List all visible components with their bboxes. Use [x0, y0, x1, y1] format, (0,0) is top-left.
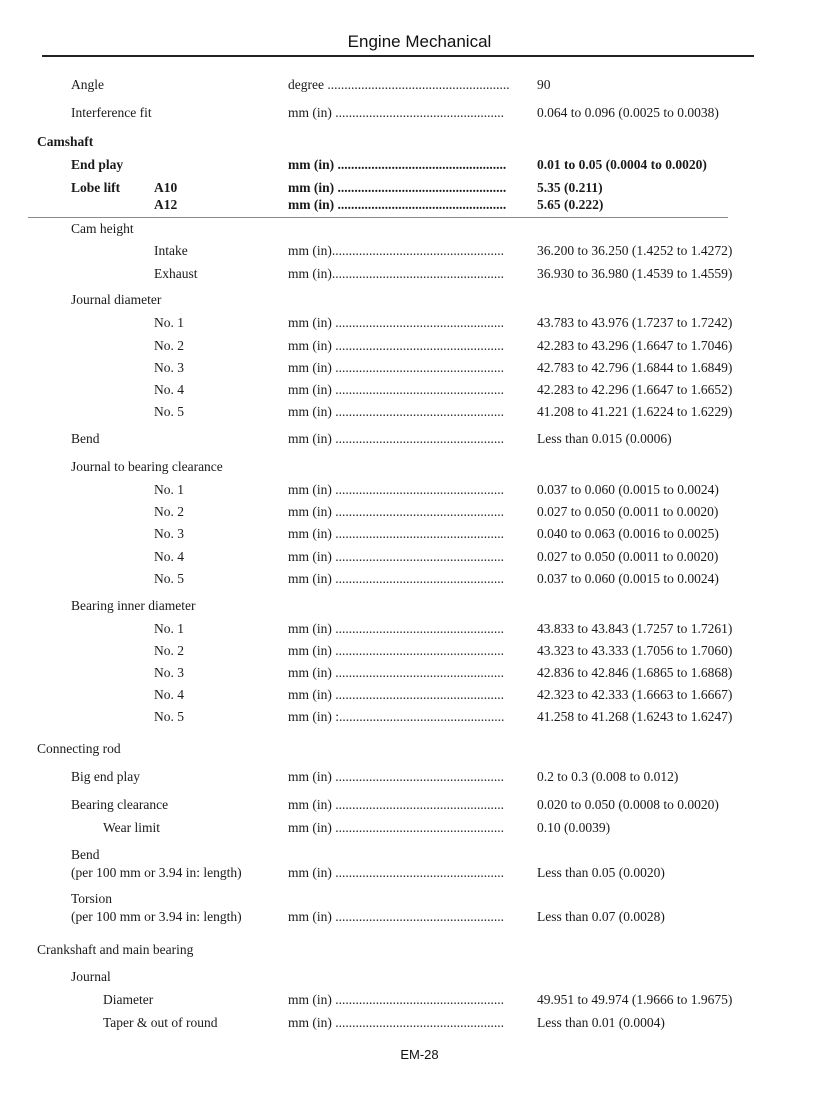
spec-row [0, 548, 839, 566]
spec-row [0, 381, 839, 399]
spec-label: No. 4 [154, 687, 184, 702]
spec-label: Exhaust [154, 266, 198, 281]
spec-row [0, 597, 839, 615]
spec-label: Taper & out of round [103, 1015, 218, 1030]
spec-sublabel: A10 [154, 180, 178, 195]
spec-unit: mm (in) .................................................. [288, 621, 504, 636]
spec-label: Bearing clearance [71, 797, 169, 812]
page-title: Engine Mechanical [347, 32, 492, 51]
spec-row [0, 740, 839, 758]
spec-label: Wear limit [103, 820, 161, 835]
spec-row [0, 991, 839, 1009]
spec-unit: mm (in) .................................................. [288, 197, 507, 212]
spec-value: Less than 0.01 (0.0004) [537, 1015, 665, 1030]
spec-row [0, 968, 839, 986]
spec-label: No. 2 [154, 643, 184, 658]
spec-label: No. 4 [154, 549, 184, 564]
spec-row [0, 265, 839, 283]
spec-row [0, 430, 839, 448]
spec-label: No. 3 [154, 665, 184, 680]
section-heading: Camshaft [37, 134, 94, 149]
spec-row [0, 196, 839, 214]
spec-value: 5.65 (0.222) [537, 197, 604, 212]
section-heading: Journal to bearing clearance [71, 459, 223, 474]
spec-label: Angle [71, 77, 104, 92]
spec-value: 43.323 to 43.333 (1.7056 to 1.7060) [537, 643, 733, 658]
spec-value: 42.323 to 42.333 (1.6663 to 1.6667) [537, 687, 733, 702]
spec-unit: degree ...................................................... [288, 77, 510, 92]
spec-row [0, 314, 839, 332]
spec-label: No. 5 [154, 571, 184, 586]
spec-row [0, 819, 839, 837]
spec-unit: mm (in) .................................................. [288, 315, 504, 330]
spec-value: 43.783 to 43.976 (1.7237 to 1.7242) [537, 315, 733, 330]
spec-unit: mm (in) .................................................. [288, 431, 504, 446]
spec-unit: mm (in)................................................... [288, 266, 504, 281]
spec-value: 36.200 to 36.250 (1.4252 to 1.4272) [537, 243, 733, 258]
page-number: EM-28 [400, 1047, 439, 1062]
spec-row [0, 908, 839, 926]
spec-label: No. 2 [154, 504, 184, 519]
spec-label: No. 1 [154, 621, 184, 636]
section-heading: Bearing inner diameter [71, 598, 196, 613]
spec-row [0, 864, 839, 882]
spec-value: 0.2 to 0.3 (0.008 to 0.012) [537, 769, 679, 784]
spec-unit: mm (in) .................................................. [288, 549, 504, 564]
spec-unit: mm (in) .................................................. [288, 504, 504, 519]
spec-label: No. 5 [154, 709, 184, 724]
header-divider [42, 55, 754, 57]
spec-unit: mm (in) .................................................. [288, 105, 504, 120]
spec-label: No. 1 [154, 482, 184, 497]
spec-row [0, 337, 839, 355]
spec-row [0, 481, 839, 499]
spec-row [0, 359, 839, 377]
spec-row [0, 846, 839, 864]
spec-value: 0.064 to 0.096 (0.0025 to 0.0038) [537, 105, 719, 120]
spec-unit: mm (in) .................................................. [288, 992, 504, 1007]
spec-unit: mm (in) .................................................. [288, 571, 504, 586]
spec-value: Less than 0.07 (0.0028) [537, 909, 665, 924]
section-heading: Journal diameter [71, 292, 162, 307]
spec-unit: mm (in) .................................................. [288, 820, 504, 835]
spec-unit: mm (in) .................................................. [288, 338, 504, 353]
spec-unit: mm (in) .................................................. [288, 157, 507, 172]
section-heading: Journal [71, 969, 111, 984]
spec-unit: mm (in) .................................................. [288, 643, 504, 658]
spec-value: 0.040 to 0.063 (0.0016 to 0.0025) [537, 526, 719, 541]
spec-value: 42.283 to 42.296 (1.6647 to 1.6652) [537, 382, 733, 397]
spec-label: (per 100 mm or 3.94 in: length) [71, 865, 242, 880]
spec-value: 42.836 to 42.846 (1.6865 to 1.6868) [537, 665, 733, 680]
spec-row [0, 156, 839, 174]
spec-value: 49.951 to 49.974 (1.9666 to 1.9675) [537, 992, 733, 1007]
spec-value: 0.020 to 0.050 (0.0008 to 0.0020) [537, 797, 719, 812]
spec-label: No. 5 [154, 404, 184, 419]
spec-row [0, 941, 839, 959]
spec-value: 5.35 (0.211) [537, 180, 603, 195]
spec-row [0, 220, 839, 238]
spec-unit: mm (in) .................................................. [288, 404, 504, 419]
spec-row [0, 104, 839, 122]
spec-row [0, 642, 839, 660]
spec-row [0, 403, 839, 421]
spec-value: 0.01 to 0.05 (0.0004 to 0.0020) [537, 157, 707, 172]
spec-label: End play [71, 157, 124, 172]
spec-unit: mm (in) .................................................. [288, 1015, 504, 1030]
spec-row [0, 708, 839, 726]
spec-value: 0.10 (0.0039) [537, 820, 611, 835]
spec-unit: mm (in)................................................... [288, 243, 504, 258]
spec-row [0, 664, 839, 682]
spec-unit: mm (in) .................................................. [288, 909, 504, 924]
spec-label: No. 3 [154, 360, 184, 375]
spec-value: 0.037 to 0.060 (0.0015 to 0.0024) [537, 571, 719, 586]
section-heading: Cam height [71, 221, 134, 236]
spec-label: No. 4 [154, 382, 184, 397]
spec-row [0, 796, 839, 814]
spec-unit: mm (in) :................................................. [288, 709, 505, 724]
spec-label: Intake [154, 243, 188, 258]
spec-row [0, 458, 839, 476]
spec-unit: mm (in) .................................................. [288, 665, 504, 680]
spec-value: 42.783 to 42.796 (1.6844 to 1.6849) [537, 360, 733, 375]
spec-label: Lobe lift [71, 180, 121, 195]
spec-value: Less than 0.015 (0.0006) [537, 431, 672, 446]
spec-value: 43.833 to 43.843 (1.7257 to 1.7261) [537, 621, 733, 636]
spec-unit: mm (in) .................................................. [288, 360, 504, 375]
spec-value: 0.037 to 0.060 (0.0015 to 0.0024) [537, 482, 719, 497]
spec-unit: mm (in) .................................................. [288, 769, 504, 784]
spec-unit: mm (in) .................................................. [288, 180, 507, 195]
spec-value: 36.930 to 36.980 (1.4539 to 1.4559) [537, 266, 733, 281]
section-heading: Torsion [71, 891, 113, 906]
spec-label: Bend [71, 431, 100, 446]
spec-label: Diameter [103, 992, 154, 1007]
spec-value: 42.283 to 43.296 (1.6647 to 1.7046) [537, 338, 733, 353]
spec-unit: mm (in) .................................................. [288, 797, 504, 812]
spec-label: Big end play [71, 769, 140, 784]
spec-row [0, 1014, 839, 1032]
section-heading: Connecting rod [37, 741, 121, 756]
spec-label: Interference fit [71, 105, 152, 120]
spec-label: No. 1 [154, 315, 184, 330]
spec-value: 41.208 to 41.221 (1.6224 to 1.6229) [537, 404, 733, 419]
spec-unit: mm (in) .................................................. [288, 382, 504, 397]
spec-row [0, 291, 839, 309]
spec-unit: mm (in) .................................................. [288, 526, 504, 541]
spec-row [0, 179, 839, 197]
spec-row [0, 768, 839, 786]
section-divider [28, 217, 728, 218]
spec-value: Less than 0.05 (0.0020) [537, 865, 665, 880]
spec-row [0, 620, 839, 638]
spec-row [0, 686, 839, 704]
spec-value: 90 [537, 77, 551, 92]
spec-value: 0.027 to 0.050 (0.0011 to 0.0020) [537, 549, 719, 564]
spec-label: (per 100 mm or 3.94 in: length) [71, 909, 242, 924]
spec-row [0, 242, 839, 260]
spec-sublabel: A12 [154, 197, 178, 212]
spec-unit: mm (in) .................................................. [288, 687, 504, 702]
spec-unit: mm (in) .................................................. [288, 865, 504, 880]
spec-label: No. 2 [154, 338, 184, 353]
section-heading: Bend [71, 847, 100, 862]
spec-value: 0.027 to 0.050 (0.0011 to 0.0020) [537, 504, 719, 519]
spec-row [0, 133, 839, 151]
spec-row [0, 525, 839, 543]
spec-unit: mm (in) .................................................. [288, 482, 504, 497]
spec-row [0, 503, 839, 521]
spec-row [0, 890, 839, 908]
section-heading: Crankshaft and main bearing [37, 942, 194, 957]
spec-row [0, 570, 839, 588]
spec-label: No. 3 [154, 526, 184, 541]
spec-value: 41.258 to 41.268 (1.6243 to 1.6247) [537, 709, 733, 724]
spec-row [0, 76, 839, 94]
